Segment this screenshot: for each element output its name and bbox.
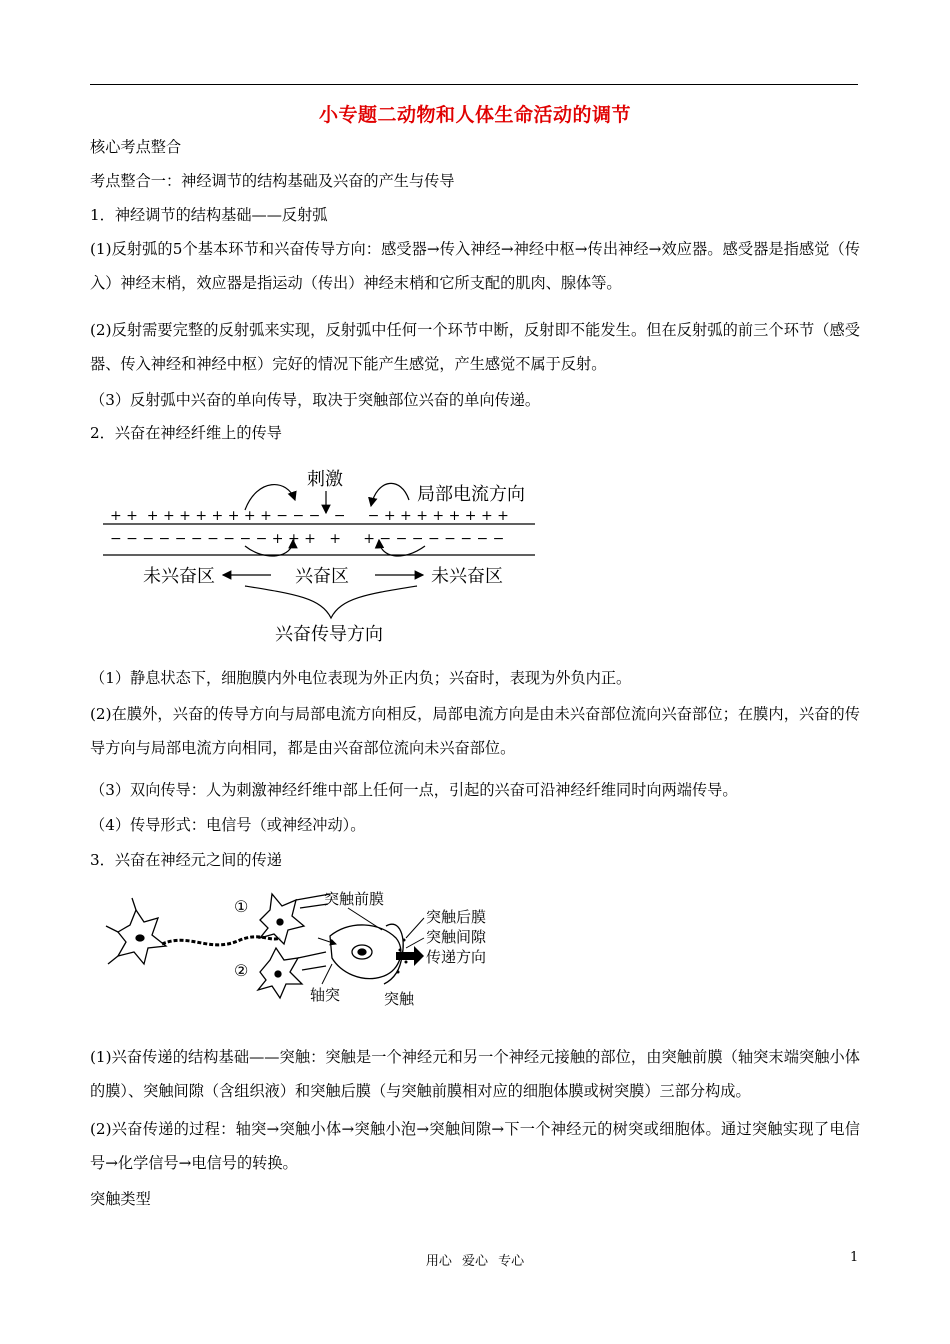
paragraph-r2: (2)兴奋传递的过程：轴突→突触小体→突触小泡→突触间隙→下一个神经元的树突或细胞体。通过突触实现了电信号→化学信号→电信号的转换。 — [90, 1120, 860, 1172]
synapse-diagram — [100, 880, 510, 1010]
current-label: 局部电流方向 — [417, 484, 525, 505]
subheading-3: 3．兴奋在神经元之间的传递 — [90, 851, 282, 869]
subheading-1: 1．神经调节的结构基础——反射弧 — [90, 206, 328, 224]
header-rule — [90, 84, 858, 85]
mid-zone-label: 兴奋区 — [295, 566, 349, 587]
page-title: 小专题二动物和人体生命活动的调节 — [318, 104, 631, 126]
page-footer: 用心 爱心 专心 — [425, 1254, 525, 1269]
synapse-label: 突触 — [384, 990, 415, 1008]
direction-label: 传递方向 — [426, 948, 487, 966]
marker-2: ② — [234, 961, 249, 980]
left-current-arrow — [245, 485, 295, 510]
point-q3: （3）双向传导：人为刺激神经纤维中部上任何一点，引起的兴奋可沿神经纤维同时向两端传导。 — [90, 781, 738, 799]
left-zone-label: 未兴奋区 — [143, 566, 215, 587]
synapse-body — [330, 924, 403, 984]
synapse-types-heading: 突触类型 — [90, 1190, 151, 1208]
point-q1: （1）静息状态下，细胞膜内外电位表现为外正内负；兴奋时，表现为外负内正。 — [90, 669, 632, 687]
page-number: 1 — [850, 1250, 859, 1265]
stimulus-label: 刺激 — [307, 469, 343, 490]
paragraph-2: (2)反射需要完整的反射弧来实现，反射弧中任何一个环节中断，反射即不能发生。但在反射弧的前三个环节（感受器、传入神经和神经中枢）完好的情况下能产生感觉，产生感觉不属于反射。 — [90, 321, 860, 373]
cleft-label: 突触间隙 — [426, 928, 487, 946]
right-zone-label: 未兴奋区 — [431, 566, 503, 587]
marker-1: ① — [234, 897, 249, 916]
subheading-2: 2．兴奋在神经纤维上的传导 — [90, 424, 282, 442]
paragraph-3: （3）反射弧中兴奋的单向传导，取决于突触部位兴奋的单向传递。 — [90, 391, 541, 409]
pre-membrane-label: 突触前膜 — [324, 890, 385, 908]
paragraph-r1: (1)兴奋传递的结构基础——突触：突触是一个神经元和另一个神经元接触的部位，由突触前膜（轴突末端突触小体的膜）、突触间隙（含组织液）和突触后膜（与突触前膜相对应的细胞体膜或树突膜）三部分构成。 — [90, 1048, 860, 1100]
right-current-arrow — [371, 483, 409, 506]
outer-charges: + + + + + + + + + + − − − − − + + + + + + + + — [110, 508, 509, 524]
point-heading: 考点整合一：神经调节的结构基础及兴奋的产生与传导 — [90, 172, 455, 190]
inner-charges: − − − − − − − − − − + + + + + − − − − − − − − — [110, 531, 505, 547]
point-q4: （4）传导形式：电信号（或神经冲动）。 — [90, 816, 366, 834]
section-heading: 核心考点整合 — [90, 138, 182, 156]
left-neuron — [106, 898, 166, 964]
axon-label: 轴突 — [310, 986, 341, 1004]
point-q2: (2)在膜外，兴奋的传导方向与局部电流方向相反，局部电流方向是由未兴奋部位流向兴奋部位；在膜内，兴奋的传导方向与局部电流方向相同，都是由兴奋部位流向未兴奋部位。 — [90, 705, 860, 757]
upper-neuron — [260, 894, 330, 944]
post-membrane-label: 突触后膜 — [426, 908, 487, 926]
paragraph-1: (1)反射弧的5个基本环节和兴奋传导方向：感受器→传入神经→神经中枢→传出神经→效应器。感受器是指感觉（传入）神经末梢，效应器是指运动（传出）神经末梢和它所支配的肌肉、腺体等。 — [90, 240, 860, 292]
direction-label: 兴奋传导方向 — [275, 624, 383, 645]
nerve-fiber-diagram — [95, 458, 545, 648]
direction-brace — [245, 586, 417, 618]
